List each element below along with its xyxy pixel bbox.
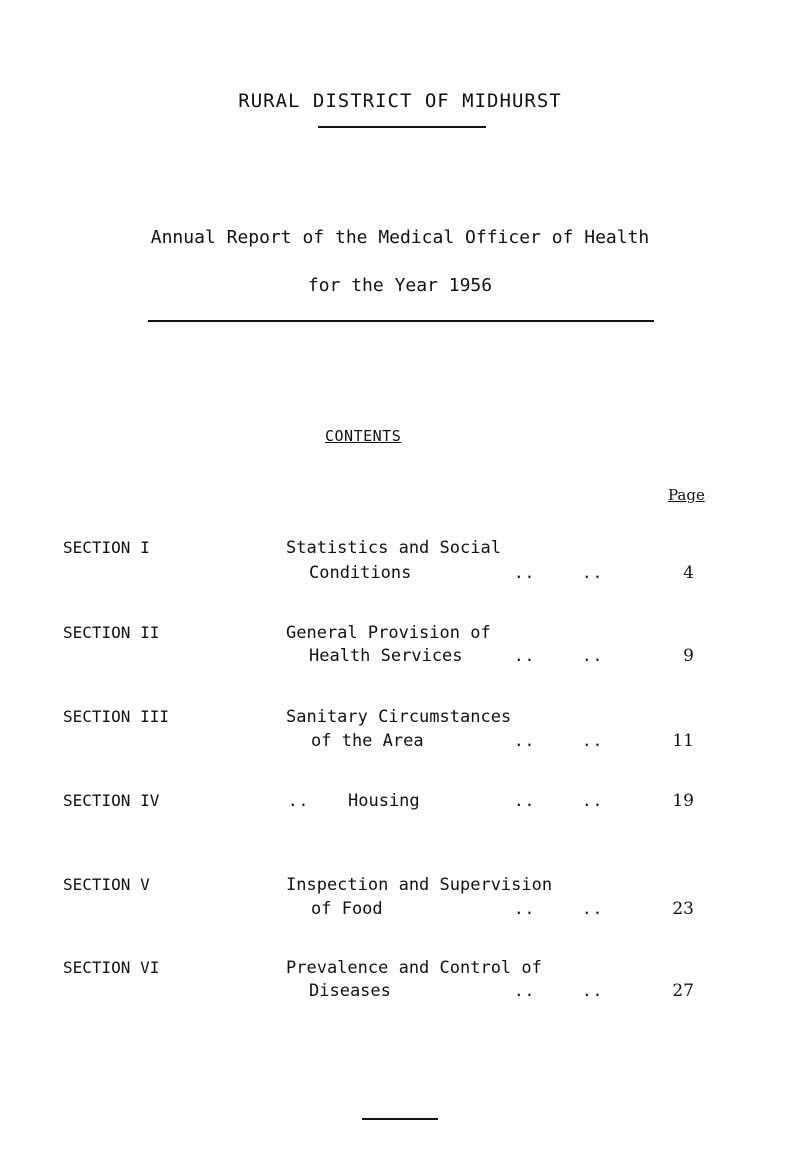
section-title-line2: Conditions	[309, 563, 412, 583]
section-label: SECTION I	[63, 538, 150, 557]
contents-heading: CONTENTS	[325, 427, 402, 445]
page-number: 19	[672, 791, 694, 811]
section-label: SECTION VI	[63, 958, 160, 977]
section-title-line1: Statistics and Social	[286, 538, 501, 558]
section-title-line2: Diseases	[309, 981, 391, 1001]
leader-dots: ..	[514, 899, 536, 918]
leader-dots: ..	[514, 731, 536, 750]
section-title-line1: Inspection and Supervision	[286, 875, 553, 895]
section-title-line1: Prevalence and Control of	[286, 958, 542, 978]
footer-rule	[362, 1118, 438, 1120]
leader-dots: ..	[514, 563, 536, 582]
leader-dots: ..	[582, 981, 604, 1000]
document-title: RURAL DISTRICT OF MIDHURST	[238, 90, 562, 112]
section-title-line2: Health Services	[309, 646, 463, 666]
leader-dots: ..	[582, 899, 604, 918]
section-title-line1: General Provision of	[286, 623, 491, 643]
section-label: SECTION V	[63, 875, 150, 894]
section-label: SECTION III	[63, 707, 169, 726]
leader-dots: ..	[582, 563, 604, 582]
section-label: SECTION IV	[63, 791, 160, 810]
section-label: SECTION II	[63, 623, 160, 642]
leader-dots: ..	[582, 646, 604, 665]
leader-dots: ..	[582, 731, 604, 750]
page-number: 11	[672, 731, 694, 751]
page-number: 4	[683, 563, 694, 583]
title-underline	[318, 126, 486, 128]
leader-dots: ..	[514, 791, 536, 810]
section-title-line2: of the Area	[311, 731, 424, 751]
section-title-line1: Sanitary Circumstances	[286, 707, 512, 727]
leader-dots: ..	[288, 791, 310, 810]
section-title-line2: of Food	[311, 899, 383, 919]
section-title-line2: Housing	[348, 791, 420, 811]
report-year: for the Year 1956	[307, 275, 493, 296]
page-column-label: Page	[668, 486, 705, 504]
leader-dots: ..	[514, 646, 536, 665]
report-subtitle: Annual Report of the Medical Officer of Health	[150, 227, 650, 248]
page-number: 27	[672, 981, 694, 1001]
leader-dots: ..	[514, 981, 536, 1000]
header-divider	[148, 320, 654, 322]
page-number: 23	[672, 899, 694, 919]
leader-dots: ..	[582, 791, 604, 810]
page-number: 9	[683, 646, 694, 666]
